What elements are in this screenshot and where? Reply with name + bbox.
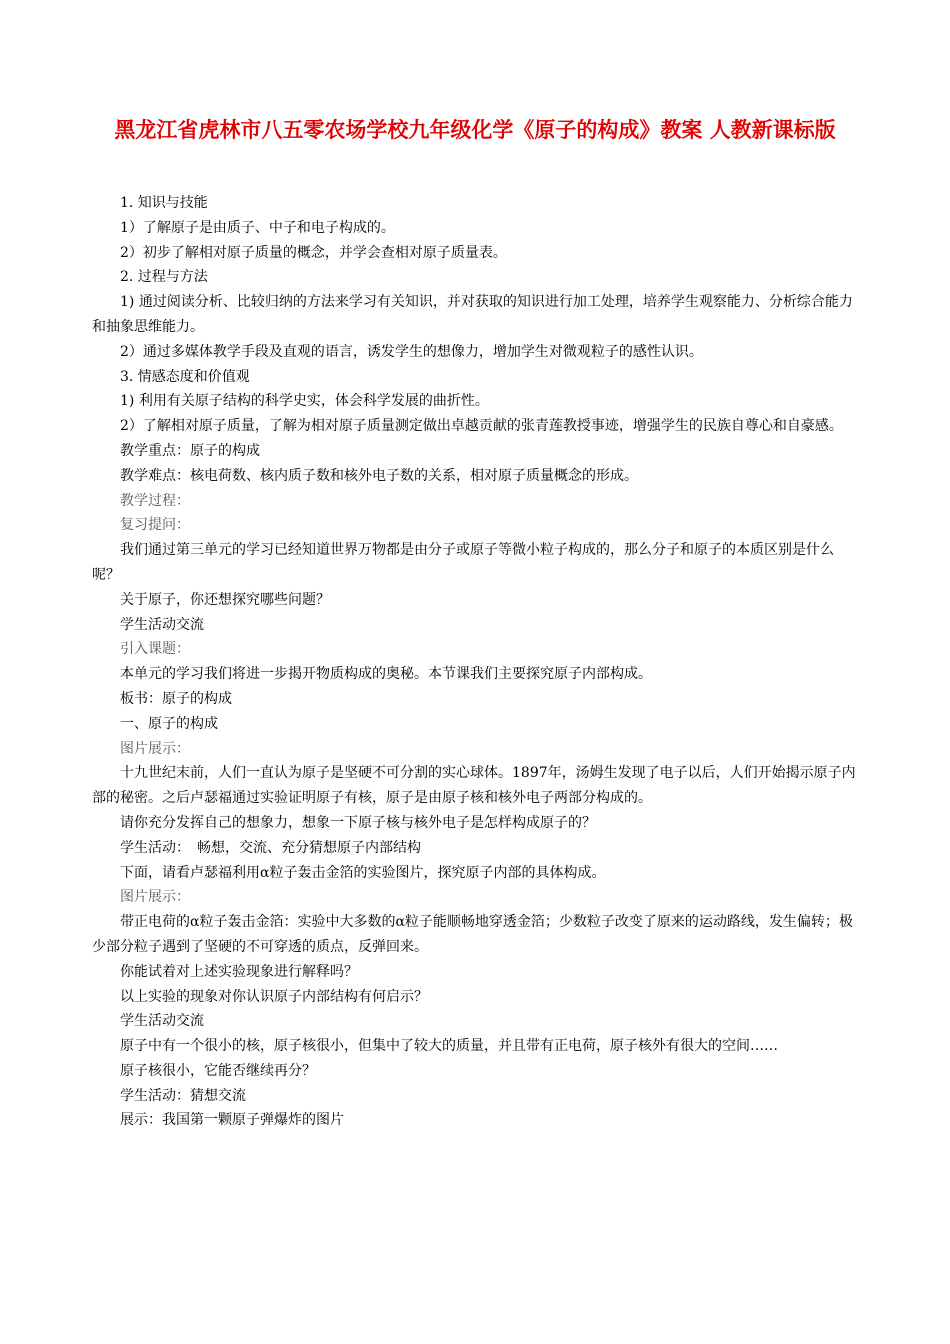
paragraph: 2. 过程与方法 — [120, 269, 208, 286]
paragraph: 教学过程： — [120, 492, 190, 509]
paragraph: 引入课题： — [120, 641, 190, 658]
paragraph: 学生活动交流 — [120, 1013, 204, 1030]
paragraph: 2）通过多媒体教学手段及直观的语言，诱发学生的想像力，增加学生对微观粒子的感性认识。 — [120, 343, 703, 360]
paragraph: 图片展示： — [120, 889, 190, 906]
paragraph: 以上实验的现象对你认识原子内部结构有何启示？ — [120, 988, 428, 1005]
paragraph: 我们通过第三单元的学习已经知道世界万物都是由分子或原子等微小粒子构成的，那么分子和原子的本质区别是什么呢？ — [92, 542, 834, 583]
paragraph: 1) 通过阅读分析、比较归纳的方法来学习有关知识，并对获取的知识进行加工处理，培养学生观察能力、分析综合能力和抽象思维能力。 — [92, 294, 853, 335]
paragraph: 下面，请看卢瑟福利用α粒子轰击金箔的实验图片，探究原子内部的具体构成。 — [120, 864, 606, 881]
document-title: 黑龙江省虎林市八五零农场学校九年级化学《原子的构成》教案 人教新课标版 — [114, 118, 836, 142]
paragraph: 带正电荷的α粒子轰击金箔：实验中大多数的α粒子能顺畅地穿透金箔；少数粒子改变了原来的运动路线，发生偏转；极少部分粒子遇到了坚硬的不可穿透的质点，反弹回来。 — [92, 914, 853, 955]
paragraph: 学生活动： 畅想，交流、充分猜想原子内部结构 — [120, 839, 421, 856]
document-body — [92, 191, 858, 1133]
paragraph: 一、原子的构成 — [120, 715, 218, 732]
paragraph: 3. 情感态度和价值观 — [120, 368, 250, 385]
paragraph: 原子中有一个很小的核，原子核很小，但集中了较大的质量，并且带有正电荷，原子核外有很大的空间…… — [120, 1038, 778, 1055]
paragraph: 板书：原子的构成 — [120, 690, 232, 707]
paragraph: 展示：我国第一颗原子弹爆炸的图片 — [120, 1112, 344, 1129]
paragraph: 本单元的学习我们将进一步揭开物质构成的奥秘。本节课我们主要探究原子内部构成。 — [120, 666, 652, 683]
paragraph: 请你充分发挥自己的想象力，想象一下原子核与核外电子是怎样构成原子的？ — [120, 814, 596, 831]
paragraph: 学生活动交流 — [120, 616, 204, 633]
paragraph: 1. 知识与技能 — [120, 195, 208, 211]
paragraph: 十九世纪末前，人们一直认为原子是坚硬不可分割的实心球体。1897年，汤姆生发现了电子以后，人们开始揭示原子内部的秘密。之后卢瑟福通过实验证明原子有核，原子是由原子核和核外电子两部分构成的。 — [92, 765, 856, 807]
paragraph: 1）了解原子是由质子、中子和电子构成的。 — [120, 219, 395, 236]
paragraph: 1) 利用有关原子结构的科学史实，体会科学发展的曲折性。 — [120, 393, 489, 410]
paragraph: 你能试着对上述实验现象进行解释吗？ — [120, 963, 358, 980]
paragraph: 原子核很小，它能否继续再分？ — [120, 1062, 316, 1079]
paragraph: 图片展示： — [120, 740, 190, 757]
paragraph: 学生活动：猜想交流 — [120, 1087, 246, 1104]
paragraph: 复习提问： — [120, 517, 190, 534]
paragraph: 2）初步了解相对原子质量的概念，并学会查相对原子质量表。 — [120, 244, 507, 261]
paragraph: 教学难点：核电荷数、核内质子数和核外电子数的关系，相对原子质量概念的形成。 — [120, 467, 638, 484]
paragraph: 2）了解相对原子质量，了解为相对原子质量测定做出卓越贡献的张青莲教授事迹，增强学生的民族自尊心和自豪感。 — [120, 418, 843, 435]
paragraph: 关于原子，你还想探究哪些问题？ — [120, 591, 330, 608]
paragraph: 教学重点：原子的构成 — [120, 442, 260, 459]
